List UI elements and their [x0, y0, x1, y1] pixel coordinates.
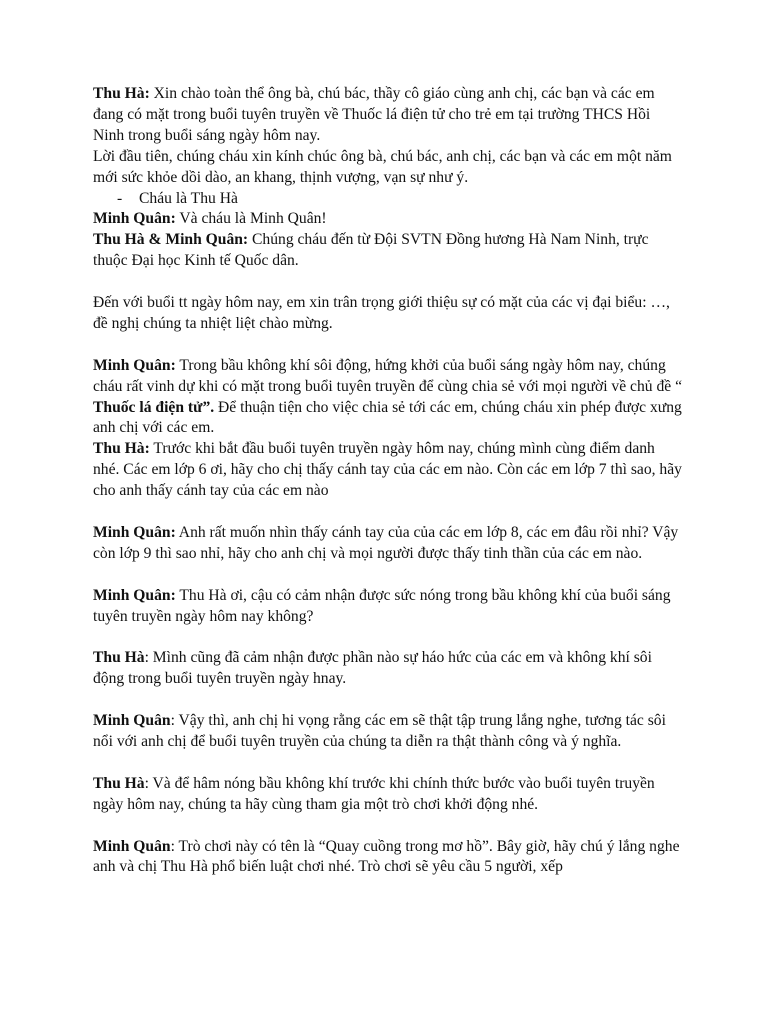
paragraph-text: Đến với buổi tt ngày hôm nay, em xin trân trọng giới thiệu sự có mặt của các vị đại biểu: …, đề nghị chúng ta nhiệt liệt chào mừng. [93, 294, 670, 332]
blank-line [93, 753, 685, 774]
paragraph-team-intro [93, 230, 685, 272]
paragraph-atmosphere-answer [93, 648, 685, 690]
speaker-label: Thu Hà: [93, 440, 150, 458]
blank-line [93, 628, 685, 649]
topic-title: Thuốc lá điện tử”. [93, 398, 215, 416]
paragraph-text: Trong bầu không khí sôi động, hứng khởi của buổi sáng ngày hôm nay, chúng cháu rất vinh dự khi có mặt trong buổi tuyên truyền để cùng chia sẻ với mọi người về chủ đề “ [93, 356, 682, 395]
paragraph-text-after: Để thuận tiện cho việc chia sẻ tới các em, chúng cháu xin phép được xưng anh chị với các em. [93, 398, 682, 437]
paragraph-guests-intro [93, 293, 685, 335]
paragraph-text: : Và để hâm nóng bầu không khí trước khi chính thức bước vào buổi tuyên truyền ngày hôm nay, chúng ta hãy cùng tham gia một trò chơi khởi động nhé. [93, 774, 655, 813]
paragraph-topic-intro [93, 356, 685, 440]
blank-line [93, 272, 685, 293]
paragraph-text: Lời đầu tiên, chúng cháu xin kính chúc ông bà, chú bác, anh chị, các bạn và các em một năm mới sức khỏe dồi dào, an khang, thịnh vượng, vạn sự như ý. [93, 147, 672, 186]
paragraph-text: Thu Hà ơi, cậu có cảm nhận được sức nóng trong bầu không khí của buổi sáng tuyên truyền ngày hôm nay không? [93, 586, 671, 625]
paragraph-text: Và cháu là Minh Quân! [175, 210, 327, 228]
paragraph-game-rules [93, 837, 685, 879]
bullet-text: Cháu là Thu Hà [139, 189, 238, 207]
paragraph-grade-8-9 [93, 523, 685, 565]
speaker-label: Minh Quân: [93, 210, 176, 228]
speaker-label: Minh Quân: [93, 586, 176, 604]
speaker-label: Minh Quân [93, 837, 171, 855]
paragraph-text: Trước khi bắt đầu buổi tuyên truyền ngày hôm nay, chúng mình cùng điểm danh nhé. Các em lớp 6 ơi, hãy cho chị thấy cánh tay của các em nào. Còn các em lớp 7 thì sao, hãy cho anh thấy cánh tay của các em nào [93, 440, 682, 500]
paragraph-new-year-wishes [93, 147, 685, 189]
paragraph-text: Chúng cháu đến từ Đội SVTN Đồng hương Hà Nam Ninh, trực thuộc Đại học Kinh tế Quốc dân. [93, 231, 649, 270]
paragraph-roll-call [93, 439, 685, 502]
speaker-label: Thu Hà: [93, 85, 150, 102]
paragraph-warmup [93, 774, 685, 816]
paragraph-greeting [93, 84, 685, 147]
paragraph-hope [93, 711, 685, 753]
blank-line [93, 502, 685, 523]
paragraph-minh-quan-intro [93, 209, 685, 230]
paragraph-text: : Trò chơi này có tên là “Quay cuồng trong mơ hồ”. Bây giờ, hãy chú ý lắng nghe anh và chị Thu Hà phổ biến luật chơi nhé. Trò chơi sẽ yêu cầu 5 người, xếp [93, 837, 680, 876]
speaker-label: Thu Hà [93, 774, 145, 792]
blank-line [93, 335, 685, 356]
paragraph-text: Anh rất muốn nhìn thấy cánh tay của của các em lớp 8, các em đâu rồi nhỉ? Vậy còn lớp 9 thì sao nhỉ, hãy cho anh chị và mọi người được thấy tinh thần của các em nào. [93, 523, 679, 562]
speaker-label: Minh Quân: [93, 356, 176, 374]
document-page [93, 84, 685, 878]
bullet-item [93, 189, 685, 210]
bullet-dash: - [117, 189, 123, 207]
speaker-label: Minh Quân [93, 712, 171, 730]
paragraph-text: : Vậy thì, anh chị hi vọng rằng các em sẽ thật tập trung lắng nghe, tương tác sôi nổi với anh chị để buổi tuyên truyền của chúng ta diễn ra thật thành công và ý nghĩa. [93, 712, 666, 750]
paragraph-text: : Mình cũng đã cảm nhận được phần nào sự háo hức của các em và không khí sôi động trong buổi tuyên truyền ngày hnay. [93, 649, 652, 688]
speaker-label: Minh Quân: [93, 523, 176, 541]
paragraph-atmosphere-question [93, 586, 685, 628]
blank-line [93, 690, 685, 711]
paragraph-text: Xin chào toàn thể ông bà, chú bác, thầy cô giáo cùng anh chị, các bạn và các em đang có mặt trong buổi tuyên truyền về Thuốc lá điện tử cho trẻ em tại trường THCS Hồi Ninh trong buổi sáng ngày hôm nay. [93, 85, 655, 144]
blank-line [93, 565, 685, 586]
speaker-label: Thu Hà [93, 649, 145, 667]
blank-line [93, 816, 685, 837]
speaker-label: Thu Hà & Minh Quân: [93, 231, 249, 249]
